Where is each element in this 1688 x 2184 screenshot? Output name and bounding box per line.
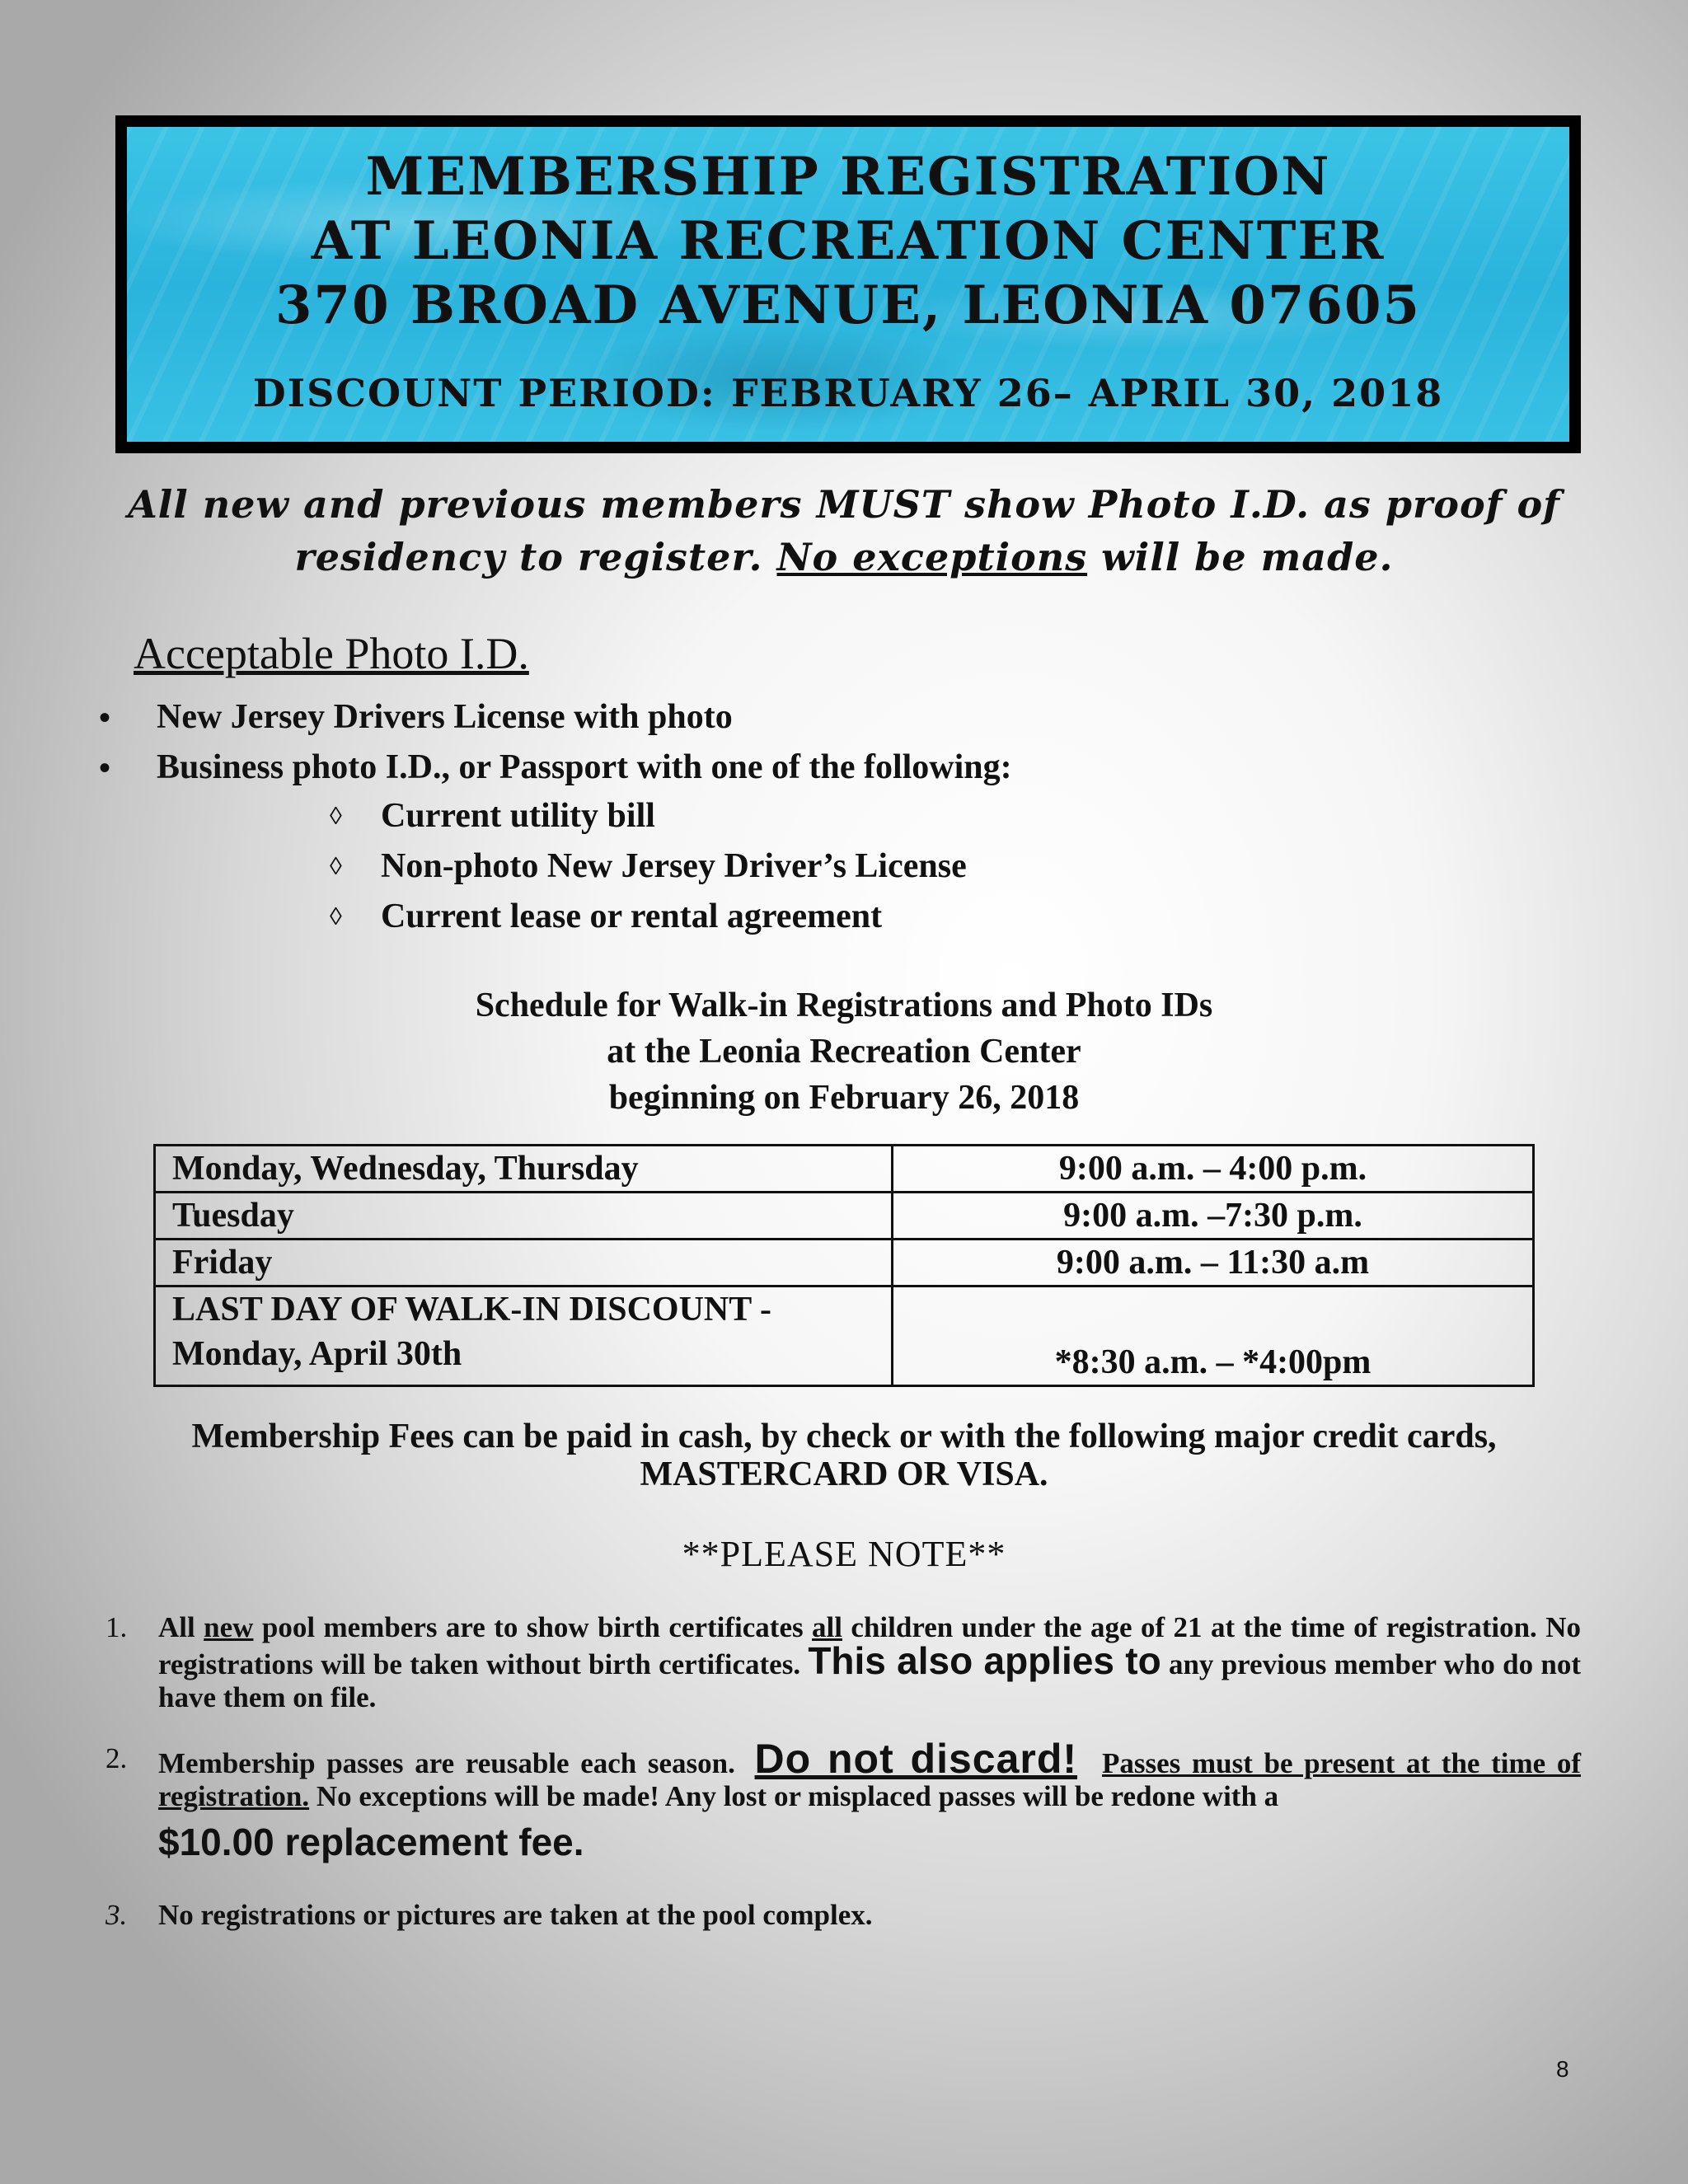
payment-cards: MASTERCARD OR VISA. [640,1455,1048,1493]
discount-period: DISCOUNT PERIOD: FEBRUARY 26– APRIL 30, 2018 [252,371,1444,415]
acceptable-id-heading: Acceptable Photo I.D. [134,629,529,678]
schedule-time: *8:30 a.m. – *4:00pm [893,1286,1534,1386]
schedule-day: Tuesday [155,1193,893,1240]
id-sub-item: ◊ Non-photo New Jersey Driver’s License [330,841,967,892]
note-underline: new [204,1611,254,1643]
table-row [155,1193,1534,1240]
payment-line: Membership Fees can be paid in cash, by check or with the following major credit cards, [191,1418,1497,1455]
id-list-item: • Business photo I.D., or Passport with one of the following: [99,743,1012,793]
schedule-heading-line: at the Leonia Recreation Center [607,1033,1081,1071]
note-text: . [573,1821,584,1863]
schedule-heading-line: beginning on February 26, 2018 [608,1079,1080,1117]
schedule-day: Friday [155,1240,893,1286]
note-text: any previous member who do not have them on file. [158,1648,1581,1713]
notes-list [106,1611,1581,1960]
note-item [106,1736,1581,1871]
page-number: 8 [1556,2056,1569,2082]
note-text: Membership passes are reusable each season. [158,1747,747,1779]
last-day-date: Monday, April 30th [172,1335,462,1373]
note-number: 3. [106,1899,128,1931]
note-text: All [158,1611,204,1643]
banner-location: AT LEONIA RECREATION CENTER [311,210,1386,272]
banner-title: MEMBERSHIP REGISTRATION [365,146,1331,208]
note-emphasis: This also applies to [808,1639,1161,1682]
banner-address: 370 BROAD AVENUE, LEONIA 07605 [275,274,1421,336]
table-row [155,1286,1534,1386]
note-item [106,1899,1581,1932]
table-row [155,1240,1534,1286]
photo-id-warning [82,478,1606,583]
note-underline: all [812,1611,842,1643]
banner-pool-background [127,127,1569,442]
schedule-heading-line: Schedule for Walk-in Registrations and Photo IDs [475,987,1213,1024]
id-list [99,692,1012,793]
note-underline: Passes must be present at the time of registration. [158,1747,1581,1812]
note-text: pool members are to show birth certificates [253,1611,813,1643]
replacement-fee: $10.00 replacement fee [158,1821,574,1863]
id-sub-item: ◊ Current lease or rental agreement [330,892,967,942]
schedule-time: 9:00 a.m. –7:30 p.m. [893,1193,1534,1240]
schedule-heading [0,982,1688,1121]
note-text: No registrations or pictures are taken at the pool complex. [158,1899,873,1931]
warning-emphasis: No exceptions [776,535,1088,579]
do-not-discard: Do not discard! [754,1736,1078,1782]
last-day-label: LAST DAY OF WALK-IN DISCOUNT - [172,1291,772,1329]
warning-text: All new and previous members MUST show Photo I.D. as proof of residency to register. [128,482,1560,579]
note-number: 2. [106,1742,128,1774]
note-number: 1. [106,1611,128,1643]
warning-text-end: will be made. [1087,535,1394,579]
schedule-day: Monday, Wednesday, Thursday [155,1146,893,1193]
id-sub-item: ◊ Current utility bill [330,791,967,841]
schedule-day-last [155,1286,893,1386]
note-item [106,1611,1581,1714]
note-text: children under the age of 21 at the time of registration. No registrations will be taken without birth certificates. [158,1611,1581,1680]
table-row [155,1146,1534,1193]
id-sub-list [330,791,967,942]
schedule-time: 9:00 a.m. – 4:00 p.m. [893,1146,1534,1193]
note-text: No exceptions will be made! Any lost or misplaced passes will be redone with a [309,1780,1279,1812]
header-banner [115,115,1581,453]
schedule-table [153,1144,1535,1387]
id-list-item: • New Jersey Drivers License with photo [99,692,1012,743]
payment-info [49,1418,1639,1493]
schedule-time: 9:00 a.m. – 11:30 a.m [893,1240,1534,1286]
please-note-heading: **PLEASE NOTE** [682,1534,1006,1574]
